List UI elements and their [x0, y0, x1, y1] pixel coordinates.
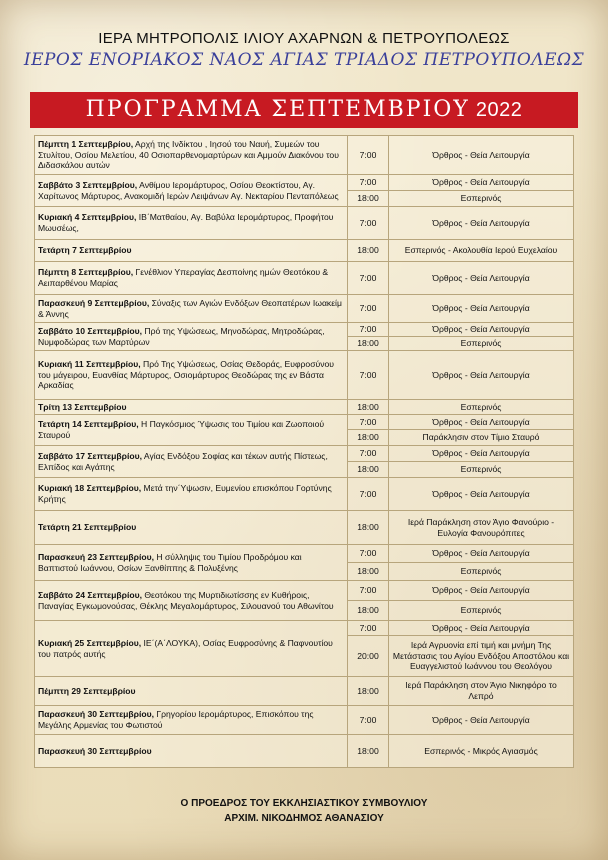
footer-name: ΑΡΧΙΜ. ΝΙΚΟΔΗΜΟΣ ΑΘΑΝΑΣΙΟΥ [224, 812, 384, 824]
schedule-row [35, 240, 574, 262]
day-feast: Γρηγορίου Ιερομάρτυρος, Επισκόπου της Μεγάλης Αρμενίας του Φωτιστού [38, 709, 314, 730]
schedule-row [35, 400, 574, 415]
service-cell: Όρθρος - Θεία Λειτουργία [389, 323, 574, 337]
day-cell [35, 136, 348, 175]
schedule-row [35, 581, 574, 601]
service-cell: Ιερά Παράκληση στον Άγιο Νικηφόρο το Λεπρό [389, 677, 574, 706]
day-cell [35, 677, 348, 706]
day-feast: Μετά την΄Υψωσιν, Ευμενίου επισκόπου Γορτύνης Κρήτης [38, 483, 332, 504]
time-cell: 7:00 [348, 581, 389, 601]
service-cell: Όρθρος - Θεία Λειτουργία [389, 415, 574, 430]
day-date: Παρασκευή 30 Σεπτεμβρίου, [38, 709, 154, 720]
service-cell: Παράκλησιν στον Τίμιο Σταυρό [389, 430, 574, 446]
schedule-row [35, 175, 574, 191]
day-date: Πέμπτη 1 Σεπτεμβρίου, [38, 138, 134, 149]
day-feast: Αρχή της Ινδίκτου , Ιησού του Ναυή, Συμεών του Στυλίτου, Οσίου Μελετίου, 40 Οσιοπαρθενομαρτύρων και Αμμούν Διακόνου του Διδασκάλου αυτών [38, 138, 339, 171]
schedule-row [35, 706, 574, 735]
day-cell [35, 511, 348, 545]
day-cell [35, 323, 348, 351]
time-cell: 18:00 [348, 677, 389, 706]
schedule-row [35, 621, 574, 636]
day-feast: Η Παγκόσμιος Ύψωσις του Τιμίου και Ζωοποιού Σταυρού [38, 419, 325, 440]
service-cell: Εσπερινός - Μικρός Αγιασμός [389, 735, 574, 768]
metropolis-title: ΙΕΡΑ ΜΗΤΡΟΠΟΛΙΣ ΙΛΙΟΥ ΑΧΑΡΝΩΝ & ΠΕΤΡΟΥΠΟΛΕΩΣ [98, 30, 510, 47]
day-cell [35, 351, 348, 400]
schedule-row [35, 677, 574, 706]
day-date: Κυριακή 25 Σεπτεμβρίου, [38, 637, 142, 648]
time-cell: 7:00 [348, 323, 389, 337]
time-cell: 7:00 [348, 621, 389, 636]
program-banner [30, 92, 578, 128]
time-cell: 7:00 [348, 207, 389, 240]
time-cell: 18:00 [348, 191, 389, 207]
banner-year: 2022 [475, 99, 523, 121]
service-cell: Εσπερινός [389, 400, 574, 415]
day-date: Σαββάτο 17 Σεπτεμβρίου, [38, 450, 142, 461]
day-feast: Σύναξις των Αγιών Ενδόξων Θεοπατέρων Ιωακείμ & Άννης [38, 297, 342, 319]
time-cell: 7:00 [348, 262, 389, 295]
service-cell: Εσπερινός [389, 462, 574, 478]
schedule-table [34, 135, 574, 768]
day-feast: Γενέθλιον Υπεραγίας Δεσποίνης ημών Θεοτόκου & Αειπαρθένου Μαρίας [38, 267, 329, 288]
time-cell: 18:00 [348, 735, 389, 768]
schedule-row [35, 545, 574, 563]
day-date: Σαββάτο 3 Σεπτεμβρίου, [38, 179, 138, 190]
time-cell: 18:00 [348, 563, 389, 581]
day-date: Τρίτη 13 Σεπτεμβρίου [38, 401, 127, 412]
day-cell [35, 545, 348, 581]
day-date: Τετάρτη 14 Σεπτεμβρίου, [38, 419, 139, 430]
day-cell [35, 175, 348, 207]
time-cell: 18:00 [348, 400, 389, 415]
day-feast: Θεοτόκου της Μυρτιδιωτίσσης εν Κυθήροις, Παναγίας Εγκωμονούσας, Θέκλης Μεγαλομάρτυρος, Σιλουανού του Αθωνίτου [38, 589, 334, 611]
day-cell [35, 262, 348, 295]
day-date: Παρασκευή 9 Σεπτεμβρίου, [38, 297, 150, 308]
service-cell: Όρθρος - Θεία Λειτουργία [389, 351, 574, 400]
day-cell [35, 295, 348, 323]
schedule-row [35, 446, 574, 462]
banner-title: ΠΡΟΓΡΑΜΜΑ ΣΕΠΤΕΜΒΡΙΟΥ [85, 97, 470, 122]
day-feast: Αγίας Ενδόξου Σοφίας και τέκων αυτής Πίστεως, Ελπίδος και Αγάπης [38, 450, 328, 472]
day-cell [35, 415, 348, 446]
service-cell: Εσπερινός [389, 563, 574, 581]
schedule-row [35, 415, 574, 430]
time-cell: 18:00 [348, 511, 389, 545]
service-cell: Εσπερινός [389, 601, 574, 621]
service-cell: Όρθρος - Θεία Λειτουργία [389, 581, 574, 601]
day-date: Παρασκευή 30 Σεπτεμβρίου [38, 745, 152, 756]
time-cell: 7:00 [348, 446, 389, 462]
service-cell: Όρθρος - Θεία Λειτουργία [389, 207, 574, 240]
time-cell: 7:00 [348, 175, 389, 191]
service-cell: Ιερά Παράκληση στον Άγιο Φανούριο - Ευλογία Φανουρόπιτες [389, 511, 574, 545]
day-date: Σαββάτο 24 Σεπτεμβρίου, [38, 589, 142, 600]
service-cell: Εσπερινός [389, 191, 574, 207]
day-date: Σαββάτο 10 Σεπτεμβρίου, [38, 325, 142, 336]
time-cell: 18:00 [348, 240, 389, 262]
service-cell: Όρθρος - Θεία Λειτουργία [389, 262, 574, 295]
schedule-row [35, 136, 574, 175]
day-cell [35, 478, 348, 511]
day-cell [35, 446, 348, 478]
time-cell: 7:00 [348, 415, 389, 430]
day-feast: Ανθίμου Ιερομάρτυρος, Οσίου Θεοκτίστου, Αγ. Χαρίτωνος Μάρτυρος, Ανακομιδή Ιερών Λειψάνων Αγ. Νεκταρίου Πενταπόλεως [38, 179, 339, 201]
time-cell: 7:00 [348, 478, 389, 511]
time-cell: 7:00 [348, 295, 389, 323]
day-feast: ΙΕ΄(Α΄ΛΟΥΚΑ), Οσίας Ευφροσύνης & Παφνουτίου του πατρός αυτής [38, 637, 333, 659]
day-date: Κυριακή 18 Σεπτεμβρίου, [38, 483, 142, 494]
day-cell [35, 207, 348, 240]
schedule-row [35, 295, 574, 323]
schedule-row [35, 207, 574, 240]
schedule-row [35, 323, 574, 337]
day-date: Κυριακή 4 Σεπτεμβρίου, [38, 212, 137, 223]
service-cell: Όρθρος - Θεία Λειτουργία [389, 295, 574, 323]
schedule-row [35, 351, 574, 400]
day-feast: Πρό Της Υψώσεως, Οσίας Θεδοράς, Ευφροσύνου του μάγειρου, Ευανθίας Μάρτυρος, Οσιομάρτυρος Θεοδώρας της εν Βάστα Αρκαδίας [38, 358, 334, 391]
service-cell: Εσπερινός - Ακολουθία Ιερού Ευχελαίου [389, 240, 574, 262]
time-cell: 7:00 [348, 545, 389, 563]
day-feast: Πρό της Υψώσεως, Μηνοδώρας, Μητροδώρας, Νυμφοδώρας των Μαρτύρων [38, 325, 325, 347]
day-cell [35, 735, 348, 768]
service-cell: Όρθρος - Θεία Λειτουργία [389, 175, 574, 191]
time-cell: 20:00 [348, 636, 389, 677]
church-title: ΙΕΡΟΣ ΕΝΟΡΙΑΚΟΣ ΝΑΟΣ ΑΓΙΑΣ ΤΡΙΑΔΟΣ ΠΕΤΡΟΥΠΟΛΕΩΣ [23, 50, 585, 70]
header [0, 30, 608, 70]
time-cell: 7:00 [348, 351, 389, 400]
time-cell: 18:00 [348, 462, 389, 478]
day-date: Τετάρτη 7 Σεπτεμβρίου [38, 245, 132, 256]
time-cell: 18:00 [348, 337, 389, 351]
service-cell: Όρθρος - Θεία Λειτουργία [389, 706, 574, 735]
service-cell: Όρθρος - Θεία Λειτουργία [389, 136, 574, 175]
time-cell: 18:00 [348, 601, 389, 621]
day-date: Πέμπτη 8 Σεπτεμβρίου, [38, 267, 134, 278]
day-cell [35, 706, 348, 735]
day-date: Παρασκευή 23 Σεπτεμβρίου, [38, 551, 154, 562]
time-cell: 18:00 [348, 430, 389, 446]
schedule-row [35, 262, 574, 295]
time-cell: 7:00 [348, 136, 389, 175]
service-cell: Εσπερινός [389, 337, 574, 351]
service-cell: Όρθρος - Θεία Λειτουργία [389, 446, 574, 462]
schedule-row [35, 511, 574, 545]
day-feast: ΙΒ΄Ματθαίου, Αγ. Βαβύλα Ιερομάρτυρος, Προφήτου Μωυσέως, [38, 212, 334, 233]
footer-signature [0, 797, 608, 826]
schedule-row [35, 735, 574, 768]
day-date: Κυριακή 11 Σεπτεμβρίου, [38, 358, 141, 369]
service-cell: Ιερά Αγρυονία επί τιμή και μνήμη Της Μετάστασις του Αγίου Ενδόξου Αποστόλου και Ευαγγελιστού Ιωάννου του Θεολόγου [389, 636, 574, 677]
day-feast: Η σύλληψις του Τιμίου Προδρόμου και Βαπτιστού Ιωάννου, Οσίων Ξανθίππης & Πολυξένης [38, 551, 302, 573]
time-cell: 7:00 [348, 706, 389, 735]
service-cell: Όρθρος - Θεία Λειτουργία [389, 545, 574, 563]
day-cell [35, 400, 348, 415]
day-cell [35, 621, 348, 677]
day-date: Πέμπτη 29 Σεπτεμβρίου [38, 685, 136, 696]
day-date: Τετάρτη 21 Σεπτεμβρίου [38, 522, 137, 533]
schedule-row [35, 478, 574, 511]
service-cell: Όρθρος - Θεία Λειτουργία [389, 478, 574, 511]
service-cell: Όρθρος - Θεία Λειτουργία [389, 621, 574, 636]
day-cell [35, 581, 348, 621]
day-cell [35, 240, 348, 262]
footer-role: Ο ΠΡΟΕΔΡΟΣ ΤΟΥ ΕΚΚΛΗΣΙΑΣΤΙΚΟΥ ΣΥΜΒΟΥΛΙΟΥ [180, 798, 428, 809]
